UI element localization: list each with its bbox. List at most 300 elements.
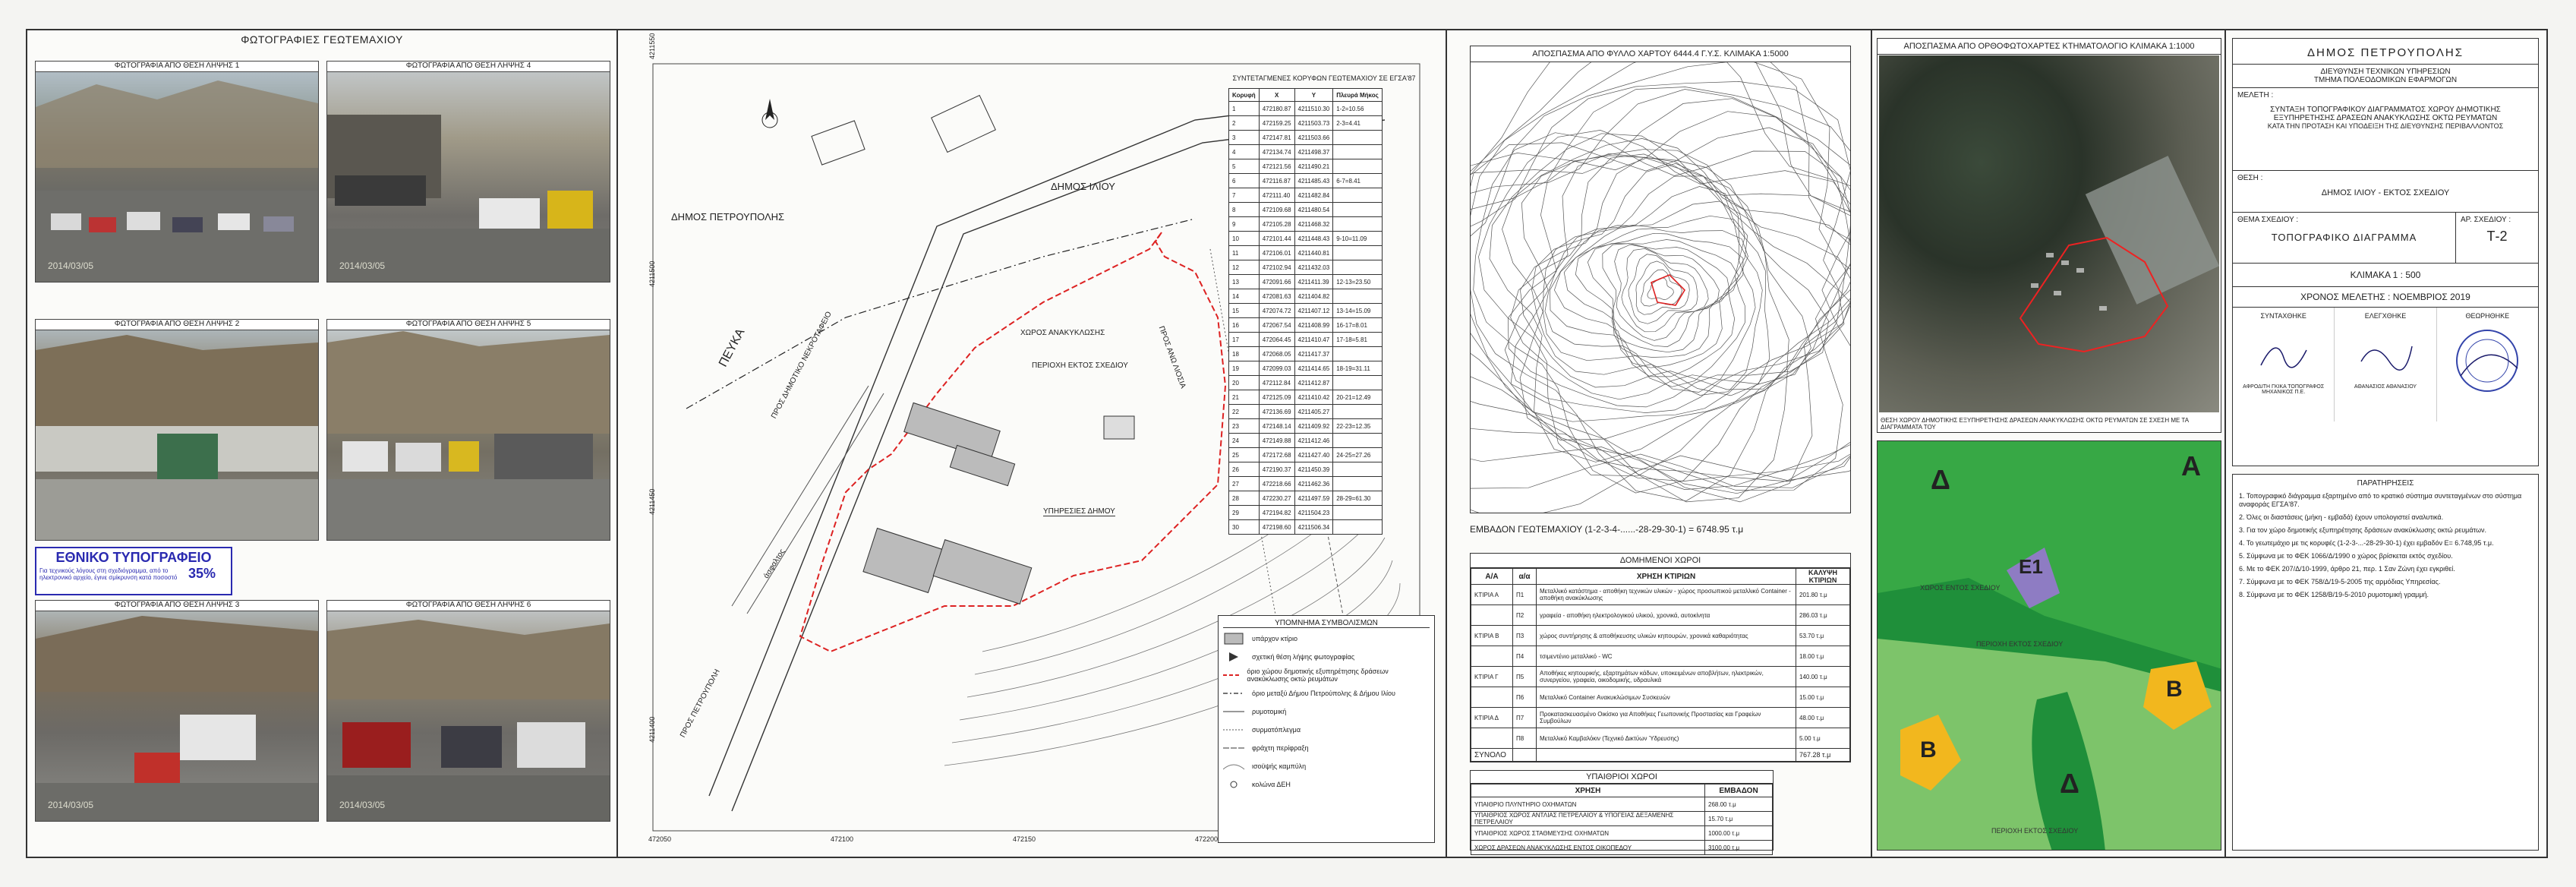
built-space-cell: 5.00 τ.μ [1796, 728, 1850, 749]
coordinates-row [1229, 520, 1383, 535]
open-space-row [1471, 826, 1773, 841]
label-road-pefka: ΠΕΥΚΑ [717, 327, 748, 369]
col-header: ΕΜΒΑΔΟΝ [1705, 784, 1773, 797]
legend-symbol-icon [1223, 777, 1246, 792]
photo-date: 2014/03/05 [339, 800, 386, 810]
tb-drawing-label: ΘΕΜΑ ΣΧΕΔΙΟΥ : [2237, 216, 2299, 224]
contour-line [1615, 245, 1720, 340]
contour-line [1474, 133, 1851, 493]
coordinates-row [1229, 289, 1383, 304]
legend-symbol-icon [1223, 686, 1246, 701]
built-space-cell: ΚΤΙΡΙΑ Δ [1471, 708, 1513, 728]
coordinates-cell: 472102.94 [1259, 260, 1294, 275]
ortho-panel [1872, 29, 2226, 858]
open-space-cell: ΧΩΡΟΣ ΔΡΑΣΕΩΝ ΑΝΑΚΥΚΛΩΣΗΣ ΕΝΤΟΣ ΟΙΚΟΠΕΔΟΥ [1471, 841, 1705, 855]
coordinates-cell: 472218.66 [1259, 477, 1294, 491]
legend-label: σχετική θέση λήψης φωτογραφίας [1252, 653, 1355, 661]
coordinates-row [1229, 448, 1383, 462]
coordinates-cell: 472194.82 [1259, 506, 1294, 520]
built-space-cell: Μεταλλικό Καμβαλόκιν (Τεχνικό Δικτύων Ύδρευσης) [1537, 728, 1796, 749]
built-space-cell: Π4 [1513, 646, 1537, 667]
coordinates-cell: 472081.63 [1259, 289, 1294, 304]
coordinates-row [1229, 304, 1383, 318]
grid-tick-bottom-2: 472150 [1013, 835, 1036, 843]
coordinates-cell: 22 [1229, 405, 1260, 419]
open-space-cell: ΥΠΑΙΘΡΙΟΣ ΧΩΡΟΣ ΣΤΑΘΜΕΥΣΗΣ ΟΧΗΜΑΤΩΝ [1471, 826, 1705, 841]
signature-2 [2355, 327, 2416, 380]
photo-3-scene [36, 601, 318, 821]
label-municipality-petroupoli: ΔΗΜΟΣ ΠΕΤΡΟΥΠΟΛΗΣ [671, 211, 785, 223]
note-item: 2. Όλες οι διαστάσεις (μήκη - εμβαδά) έχουν υπολογιστεί αναλυτικά. [2239, 513, 2444, 521]
coordinates-cell: 19 [1229, 361, 1260, 376]
coordinates-cell: 1 [1229, 102, 1260, 116]
note-item: 7. Σύμφωνα με το ΦΕΚ 758/Δ/19-5-2005 της αρμόδιας Υπηρεσίας. [2239, 578, 2441, 586]
contour-line [1505, 156, 1844, 413]
legend-list [1223, 631, 1430, 792]
legend-label: ισοϋψής καμπύλη [1252, 762, 1307, 770]
built-space-row [1471, 687, 1850, 708]
coordinates-cell: 12 [1229, 260, 1260, 275]
built-space-cell [1471, 605, 1513, 626]
coordinates-row [1229, 174, 1383, 188]
col-header: Κορυφή [1229, 89, 1260, 102]
built-space-cell: τσιμεντένιο μεταλλικό - WC [1537, 646, 1796, 667]
photo-caption: ΦΩΤΟΓΡΑΦΙΑ ΑΠΟ ΘΕΣΗ ΛΗΨΗΣ 2 [36, 319, 318, 330]
label-services: ΥΠΗΡΕΣΙΕΣ ΔΗΜΟΥ [1043, 507, 1115, 516]
legend-item [1223, 668, 1430, 683]
coordinates-cell: 29 [1229, 506, 1260, 520]
coordinates-header-row [1229, 89, 1383, 102]
note-item: 5. Σύμφωνα με το ΦΕΚ 1066/Δ/1990 ο χώρος βρίσκεται εκτός σχεδίου. [2239, 552, 2453, 560]
coordinates-cell: 4211440.81 [1294, 246, 1333, 260]
label-road-ano-liosia: ΠΡΟΣ ΑΝΩ ΛΙΟΣΙΑ [1156, 325, 1187, 390]
legend-symbol-icon [1223, 704, 1246, 719]
coordinates-cell [1333, 405, 1383, 419]
coordinates-cell [1333, 477, 1383, 491]
grid-tick-left-3: 4211400 [648, 716, 656, 743]
coordinates-cell: 4211450.39 [1294, 462, 1333, 477]
note-item: 3. Για τον χώρο δημοτικής εξυπηρέτησης δράσεων ανακύκλωσης οκτώ ρευμάτων. [2239, 526, 2486, 534]
coordinates-cell: 4211510.30 [1294, 102, 1333, 116]
coordinates-row [1229, 232, 1383, 246]
col-header: Α/Α [1471, 569, 1513, 585]
coordinates-cell: 26 [1229, 462, 1260, 477]
open-space-cell: 15.70 τ.μ [1705, 812, 1773, 826]
built-space-row [1471, 605, 1850, 626]
coordinates-cell: 2 [1229, 116, 1260, 131]
coordinates-cell: 4211503.73 [1294, 116, 1333, 131]
coordinates-row [1229, 333, 1383, 347]
label-asphalt: άσφαλτος [762, 548, 787, 580]
legend-item [1223, 631, 1430, 646]
legend-label: όριο χώρου δημοτικής εξυπηρέτησης δράσεων ανακύκλωσης οκτώ ρευμάτων [1247, 668, 1389, 683]
tb-service-1: ΔΙΕΥΘΥΝΣΗ ΤΕΧΝΙΚΩΝ ΥΠΗΡΕΣΙΩΝ [2320, 68, 2451, 76]
coordinates-cell: 472134.74 [1259, 145, 1294, 159]
col-header: Y [1294, 89, 1333, 102]
coordinates-cell: 7 [1229, 188, 1260, 203]
grid-tick-bottom-1: 472100 [831, 835, 854, 843]
open-spaces-table-box [1470, 770, 1774, 851]
legend-symbol-icon [1223, 740, 1246, 756]
contour-line [1636, 261, 1689, 314]
coordinates-row [1229, 361, 1383, 376]
coordinates-row [1229, 203, 1383, 217]
total-label: ΣΥΝΟΛΟ [1471, 749, 1513, 762]
contour-line [1471, 90, 1851, 491]
photo-caption: ΦΩΤΟΓΡΑΦΙΑ ΑΠΟ ΘΕΣΗ ΛΗΨΗΣ 5 [327, 319, 610, 330]
zone-label-alpha: Α [2181, 450, 2201, 481]
coordinates-cell: 4211503.66 [1294, 131, 1333, 145]
zone-label-beta-left: Β [1920, 737, 1937, 762]
photo-caption: ΦΩΤΟΓΡΑΦΙΑ ΑΠΟ ΘΕΣΗ ΛΗΨΗΣ 4 [327, 61, 610, 72]
coordinates-cell: 4211462.36 [1294, 477, 1333, 491]
coordinates-cell: 20 [1229, 376, 1260, 390]
coordinates-cell [1333, 376, 1383, 390]
legend-symbol-icon [1223, 668, 1241, 683]
built-space-cell: Π7 [1513, 708, 1537, 728]
coordinates-cell: 3 [1229, 131, 1260, 145]
coordinates-cell: 472091.66 [1259, 275, 1294, 289]
open-space-row [1471, 841, 1773, 855]
coordinates-cell: 472121.56 [1259, 159, 1294, 174]
title-block [2232, 38, 2539, 466]
grid-tick-left-1: 4211500 [648, 260, 656, 287]
coordinates-cell: 4211412.87 [1294, 376, 1333, 390]
built-space-cell: Π5 [1513, 667, 1537, 687]
coordinates-cell: 472180.87 [1259, 102, 1294, 116]
photo-date: 2014/03/05 [339, 260, 386, 271]
notes-box [2232, 474, 2539, 851]
coordinates-cell [1333, 131, 1383, 145]
coordinates-cell: 15 [1229, 304, 1260, 318]
topo-panel [1447, 29, 1872, 858]
topo-map-box [1470, 46, 1851, 513]
coordinates-cell [1333, 246, 1383, 260]
tb-location: ΔΗΜΟΣ ΙΛΙΟΥ - ΕΚΤΟΣ ΣΧΕΔΙΟΥ [2321, 188, 2450, 197]
coordinates-row [1229, 434, 1383, 448]
tb-sig-role: ΣΥΝΤΑΧΘΗΚΕ [2260, 312, 2306, 320]
open-spaces-title: ΥΠΑΙΘΡΙΟΙ ΧΩΡΟΙ [1471, 771, 1773, 784]
photo-date: 2014/03/05 [48, 260, 94, 271]
coordinates-row [1229, 188, 1383, 203]
legend-label: ρυμοτομική [1252, 708, 1287, 715]
coordinates-cell: 16-17=8.01 [1333, 318, 1383, 333]
coordinates-cell [1333, 145, 1383, 159]
coordinates-row [1229, 462, 1383, 477]
coordinates-cell: 4211417.37 [1294, 347, 1333, 361]
built-space-cell: Μεταλλικό κατάστημα - αποθήκη τεχνικών υλικών - χώρος προσωπικού μεταλλικό Container - αποθήκη ανακύκλωσης [1537, 585, 1796, 605]
coordinates-cell [1333, 260, 1383, 275]
coordinates-cell [1333, 434, 1383, 448]
stamp-title: ΕΘΝΙΚΟ ΤΥΠΟΓΡΑΦΕΙΟ [55, 550, 212, 565]
legend-label: όριο μεταξύ Δήμου Πετρούπολης & Δήμου Ιλίου [1252, 690, 1395, 697]
built-space-cell: Π1 [1513, 585, 1537, 605]
coordinates-cell: 472067.54 [1259, 318, 1294, 333]
coordinates-cell: 20-21=12.49 [1333, 390, 1383, 405]
built-space-cell: Προκατασκευασμένο Οικίσκο για Αποθήκες Γεωπονικής Προστασίας και Γραφείων Συμβούλων [1537, 708, 1796, 728]
notes-list [2239, 492, 2532, 599]
coordinates-cell: 472099.03 [1259, 361, 1294, 376]
coordinates-cell: 25 [1229, 448, 1260, 462]
coordinates-cell: 9 [1229, 217, 1260, 232]
coordinates-cell: 4211448.43 [1294, 232, 1333, 246]
photo-date: 2014/03/05 [48, 800, 94, 810]
built-spaces-table-box [1470, 553, 1851, 762]
legend-label: κολώνα ΔΕΗ [1252, 781, 1291, 788]
national-printing-stamp [35, 547, 232, 595]
coordinates-cell: 4211405.27 [1294, 405, 1333, 419]
coordinates-cell: 472190.37 [1259, 462, 1294, 477]
coordinates-cell: 8 [1229, 203, 1260, 217]
coordinates-cell: 472230.27 [1259, 491, 1294, 506]
tb-sig-name: ΑΘΑΝΑΣΙΟΣ ΑΘΑΝΑΣΙΟΥ [2354, 384, 2417, 390]
site-photo-5 [326, 319, 610, 541]
coordinates-cell: 472101.44 [1259, 232, 1294, 246]
coordinates-row [1229, 102, 1383, 116]
coordinates-cell [1333, 289, 1383, 304]
coordinates-row [1229, 390, 1383, 405]
built-space-row [1471, 708, 1850, 728]
col-header: ΧΡΗΣΗ [1471, 784, 1705, 797]
zone-label-delta-top: Δ [1931, 464, 1950, 495]
site-photo-1 [35, 61, 319, 283]
coordinates-cell: 28 [1229, 491, 1260, 506]
coordinates-row [1229, 217, 1383, 232]
label-road-petroupoli: ΠΡΟΣ ΠΕΤΡΟΥΠΟΛΗ [679, 668, 722, 740]
coordinates-cell [1333, 462, 1383, 477]
contour-line [1532, 163, 1770, 396]
coordinates-cell: 4211485.43 [1294, 174, 1333, 188]
coordinates-cell: 472172.68 [1259, 448, 1294, 462]
grid-tick-bottom-3: 472200 [1195, 835, 1219, 843]
orthophoto-box [1877, 38, 2221, 433]
legend-item [1223, 722, 1430, 737]
plot-area-label: ΕΜΒΑΔΟΝ ΓΕΩΤΕΜΑΧΙΟΥ (1-2-3-4-......-28-29-30-1) = 6748.95 τ.μ [1470, 524, 1744, 535]
tb-drawing-no-label: ΑΡ. ΣΧΕΔΙΟΥ : [2461, 216, 2511, 224]
built-space-cell: ΚΤΙΡΙΑ Β [1471, 626, 1513, 646]
coordinates-row [1229, 419, 1383, 434]
coordinates-cell: 472111.40 [1259, 188, 1294, 203]
notes-title: ΠΑΡΑΤΗΡΗΣΕΙΣ [2357, 479, 2414, 488]
coordinates-row [1229, 318, 1383, 333]
coordinates-cell: 4211404.82 [1294, 289, 1333, 304]
orthophoto-image [1879, 55, 2219, 412]
coordinates-cell: 21 [1229, 390, 1260, 405]
topo-contour-map [1471, 62, 1851, 513]
tb-study-3: ΚΑΤΑ ΤΗΝ ΠΡΟΤΑΣΗ ΚΑΙ ΥΠΟΔΕΙΞΗ ΤΗΣ ΔΙΕΥΘΥΝΣΗΣ ΠΕΡΙΒΑΛΛΟΝΤΟΣ [2267, 122, 2504, 130]
stamp-text: Για τεχνικούς λόγους στη σχεδιόγραμμα, από το ηλεκτρονικό αρχείο, έγινε σμίκρυνση κατά ποσοστό [39, 567, 178, 581]
coordinates-cell [1333, 203, 1383, 217]
tb-sig-name: ΑΦΡΟΔΙΤΗ ΓΚΙΚΑ ΤΟΠΟΓΡΑΦΟΣ ΜΗΧΑΝΙΚΟΣ Π.Ε. [2243, 384, 2325, 395]
site-photo-2 [35, 319, 319, 541]
coordinates-cell: 472148.14 [1259, 419, 1294, 434]
site-photo-3 [35, 600, 319, 822]
built-space-cell: ΚΤΙΡΙΑ Α [1471, 585, 1513, 605]
coordinates-row [1229, 145, 1383, 159]
contour-line [1641, 270, 1682, 306]
tb-location-label: ΘΕΣΗ : [2237, 174, 2263, 182]
built-space-cell: 140.00 τ.μ [1796, 667, 1850, 687]
open-spaces-table [1471, 784, 1773, 855]
coordinates-cell: 472198.60 [1259, 520, 1294, 535]
photo-4-scene [327, 62, 610, 282]
coordinates-row [1229, 477, 1383, 491]
built-space-cell [1471, 728, 1513, 749]
coordinates-row [1229, 246, 1383, 260]
zone-label-outside-plan: ΠΕΡΙΟΧΗ ΕΚΤΟΣ ΣΧΕΔΙΟΥ [1976, 640, 2064, 648]
legend-item [1223, 777, 1430, 792]
signature-1 [2253, 327, 2314, 380]
coordinates-table-title: ΣΥΝΤΕΤΑΓΜΕΝΕΣ ΚΟΡΥΦΩΝ ΓΕΩΤΕΜΑΧΙΟΥ ΣΕ ΕΓΣΑ'87 [1232, 74, 1416, 82]
contour-line [1520, 157, 1789, 390]
built-space-row [1471, 626, 1850, 646]
coordinates-row [1229, 347, 1383, 361]
built-space-cell: Π6 [1513, 687, 1537, 708]
coordinates-cell: 472105.28 [1259, 217, 1294, 232]
coordinates-cell: 472074.72 [1259, 304, 1294, 318]
coordinates-cell: 17 [1229, 333, 1260, 347]
photo-1-scene [36, 62, 318, 282]
coordinates-cell: 4211497.59 [1294, 491, 1333, 506]
coordinates-cell: 472116.87 [1259, 174, 1294, 188]
coordinates-cell: 4211408.99 [1294, 318, 1333, 333]
coordinates-cell: 4211427.40 [1294, 448, 1333, 462]
site-plan-panel [618, 29, 1447, 858]
zone-label-outside-plan-bottom: ΠΕΡΙΟΧΗ ΕΚΤΟΣ ΣΧΕΔΙΟΥ [1991, 827, 2079, 835]
built-space-cell: 48.00 τ.μ [1796, 708, 1850, 728]
built-space-row [1471, 646, 1850, 667]
note-item: 1. Τοπογραφικό διάγραμμα εξαρτημένο από το κρατικό σύστημα συντεταγμένων στο σύστημα αναφοράς ΕΓΣΑ'87. [2239, 492, 2522, 508]
coordinates-cell: 10 [1229, 232, 1260, 246]
coordinates-cell: 18-19=31.11 [1333, 361, 1383, 376]
coordinates-cell: 4211409.92 [1294, 419, 1333, 434]
coordinates-cell: 4211414.65 [1294, 361, 1333, 376]
coordinates-cell [1333, 506, 1383, 520]
open-space-cell: ΥΠΑΙΘΡΙΟ ΠΛΥΝΤΗΡΙΟ ΟΧΗΜΑΤΩΝ [1471, 797, 1705, 812]
orthophoto-note: ΘΕΣΗ ΧΩΡΟΥ ΔΗΜΟΤΙΚΗΣ ΕΞΥΠΗΡΕΤΗΣΗΣ ΔΡΑΣΕΩΝ ΑΝΑΚΥΚΛΩΣΗΣ ΟΚΤΩ ΡΕΥΜΑΤΩΝ ΣΕ ΣΧΕΣΗ ΜΕ ΤΑ ΔΙΑΓΡΑΜΜΑΤΑ ΤΟΥ [1881, 417, 2189, 431]
coordinates-cell: 22-23=12.35 [1333, 419, 1383, 434]
legend-label: φράχτη περίφραξη [1252, 744, 1309, 752]
label-outside-plan: ΠΕΡΙΟΧΗ ΕΚΤΟΣ ΣΧΕΔΙΟΥ [1032, 361, 1128, 370]
coordinates-cell: 1-2=10.56 [1333, 102, 1383, 116]
open-space-cell: 1000.00 τ.μ [1705, 826, 1773, 841]
legend-item [1223, 759, 1430, 774]
contour-line [1588, 240, 1739, 352]
coordinates-cell: 13-14=15.09 [1333, 304, 1383, 318]
tb-date: ΧΡΟΝΟΣ ΜΕΛΕΤΗΣ : ΝΟΕΜΒΡΙΟΣ 2019 [2233, 287, 2538, 308]
coordinates-cell: 4 [1229, 145, 1260, 159]
coordinates-cell: 16 [1229, 318, 1260, 333]
contour-line [1647, 278, 1674, 300]
col-header: X [1259, 89, 1294, 102]
built-spaces-table [1471, 568, 1850, 762]
coordinates-cell: 4211432.03 [1294, 260, 1333, 275]
coordinates-cell: 472149.88 [1259, 434, 1294, 448]
photo-6-scene [327, 601, 610, 821]
coordinates-row [1229, 116, 1383, 131]
note-item: 6. Με το ΦΕΚ 207/Δ/10-1999, άρθρο 21, περ. 1 Σαν Ζώνη έχει εγκριθεί. [2239, 565, 2455, 573]
coordinates-cell: 30 [1229, 520, 1260, 535]
built-spaces-title: ΔΟΜΗΜΕΝΟΙ ΧΩΡΟΙ [1471, 554, 1850, 568]
tb-service-2: ΤΜΗΜΑ ΠΟΛΕΟΔΟΜΙΚΩΝ ΕΦΑΡΜΟΓΩΝ [2313, 76, 2458, 84]
coordinates-row [1229, 405, 1383, 419]
built-space-row [1471, 667, 1850, 687]
built-space-row [1471, 585, 1850, 605]
photo-caption: ΦΩΤΟΓΡΑΦΙΑ ΑΠΟ ΘΕΣΗ ΛΗΨΗΣ 3 [36, 600, 318, 611]
topo-map-title: ΑΠΟΣΠΑΣΜΑ ΑΠΟ ΦΥΛΛΟ ΧΑΡΤΟΥ 6444.4 Γ.Υ.Σ. ΚΛΙΜΑΚΑ 1:5000 [1471, 46, 1850, 62]
open-space-cell: 3100.00 τ.μ [1705, 841, 1773, 855]
photos-panel-title: ΦΩΤΟΓΡΑΦΙΕΣ ΓΕΩΤΕΜΑΧΙΟΥ [241, 33, 403, 46]
open-space-row [1471, 812, 1773, 826]
photo-caption: ΦΩΤΟΓΡΑΦΙΑ ΑΠΟ ΘΕΣΗ ΛΗΨΗΣ 6 [327, 600, 610, 611]
coordinates-row [1229, 131, 1383, 145]
coordinates-cell: 11 [1229, 246, 1260, 260]
tb-sig-role: ΕΛΕΓΧΘΗΚΕ [2364, 312, 2407, 320]
tb-drawing: ΤΟΠΟΓΡΑΦΙΚΟ ΔΙΑΓΡΑΜΜΑ [2271, 232, 2417, 243]
label-municipality-ilion: ΔΗΜΟΣ ΙΛΙΟΥ [1051, 181, 1115, 192]
coordinates-cell: 4211407.12 [1294, 304, 1333, 318]
zone-label-beta-right: Β [2166, 677, 2183, 702]
tb-scale: ΚΛΙΜΑΚΑ 1 : 500 [2233, 264, 2538, 287]
coordinates-cell [1333, 159, 1383, 174]
coordinates-row [1229, 491, 1383, 506]
built-space-cell: 201.80 τ.μ [1796, 585, 1850, 605]
stamp-percent: 35% [188, 566, 216, 581]
plan-legend [1218, 615, 1435, 843]
legend-item [1223, 740, 1430, 756]
legend-symbol-icon [1223, 722, 1246, 737]
built-space-cell: ΚΤΙΡΙΑ Γ [1471, 667, 1513, 687]
legend-item [1223, 686, 1430, 701]
coordinates-cell: 4211411.39 [1294, 275, 1333, 289]
contour-line [1508, 153, 1828, 407]
total-value: 767.28 τ.μ [1796, 749, 1850, 762]
coordinates-cell: 4211504.23 [1294, 506, 1333, 520]
built-space-cell: Αποθήκες κηπουρικής, εξαρτημάτων κάδων, υποκειμένων αποβλήτων, ηλεκτρικών, συνεργείου, γραφεία, οικοδομικής, υδραυλικά [1537, 667, 1796, 687]
col-header: Πλευρά Μήκος [1333, 89, 1383, 102]
contour-line [1471, 128, 1851, 501]
coordinates-row [1229, 159, 1383, 174]
grid-tick-left-2: 4211450 [648, 488, 656, 515]
photo-5-scene [327, 320, 610, 540]
coordinates-cell: 472064.45 [1259, 333, 1294, 347]
built-space-cell: 15.00 τ.μ [1796, 687, 1850, 708]
coordinates-row [1229, 260, 1383, 275]
photo-caption: ΦΩΤΟΓΡΑΦΙΑ ΑΠΟ ΘΕΣΗ ΛΗΨΗΣ 1 [36, 61, 318, 72]
built-space-cell [1471, 646, 1513, 667]
legend-item [1223, 649, 1430, 664]
coordinates-cell: 2-3=4.41 [1333, 116, 1383, 131]
photo-2-scene [36, 320, 318, 540]
orthophoto-scene [1879, 55, 2219, 412]
contour-line [1603, 244, 1729, 347]
coordinates-cell: 28-29=61.30 [1333, 491, 1383, 506]
coordinates-cell: 14 [1229, 289, 1260, 304]
tb-study-label: ΜΕΛΕΤΗ : [2237, 91, 2274, 99]
built-space-cell: 53.70 τ.μ [1796, 626, 1850, 646]
coordinates-cell: 9-10=11.09 [1333, 232, 1383, 246]
contour-line [1511, 154, 1811, 399]
coordinates-cell: 472106.01 [1259, 246, 1294, 260]
coordinates-cell: 4211480.54 [1294, 203, 1333, 217]
tb-study-1: ΣΥΝΤΑΞΗ ΤΟΠΟΓΡΑΦΙΚΟΥ ΔΙΑΓΡΑΜΜΑΤΟΣ ΧΩΡΟΥ ΔΗΜΟΤΙΚΗΣ [2270, 106, 2501, 114]
coordinates-cell: 4211498.37 [1294, 145, 1333, 159]
tb-study-2: ΕΞΥΠΗΡΕΤΗΣΗΣ ΔΡΑΣΕΩΝ ΑΝΑΚΥΚΛΩΣΗΣ ΟΚΤΩ ΡΕΥΜΑΤΩΝ [2273, 114, 2498, 122]
built-space-row [1471, 728, 1850, 749]
coordinates-cell: 13 [1229, 275, 1260, 289]
legend-symbol-icon [1223, 759, 1246, 774]
tb-drawing-no: Τ-2 [2486, 229, 2508, 244]
